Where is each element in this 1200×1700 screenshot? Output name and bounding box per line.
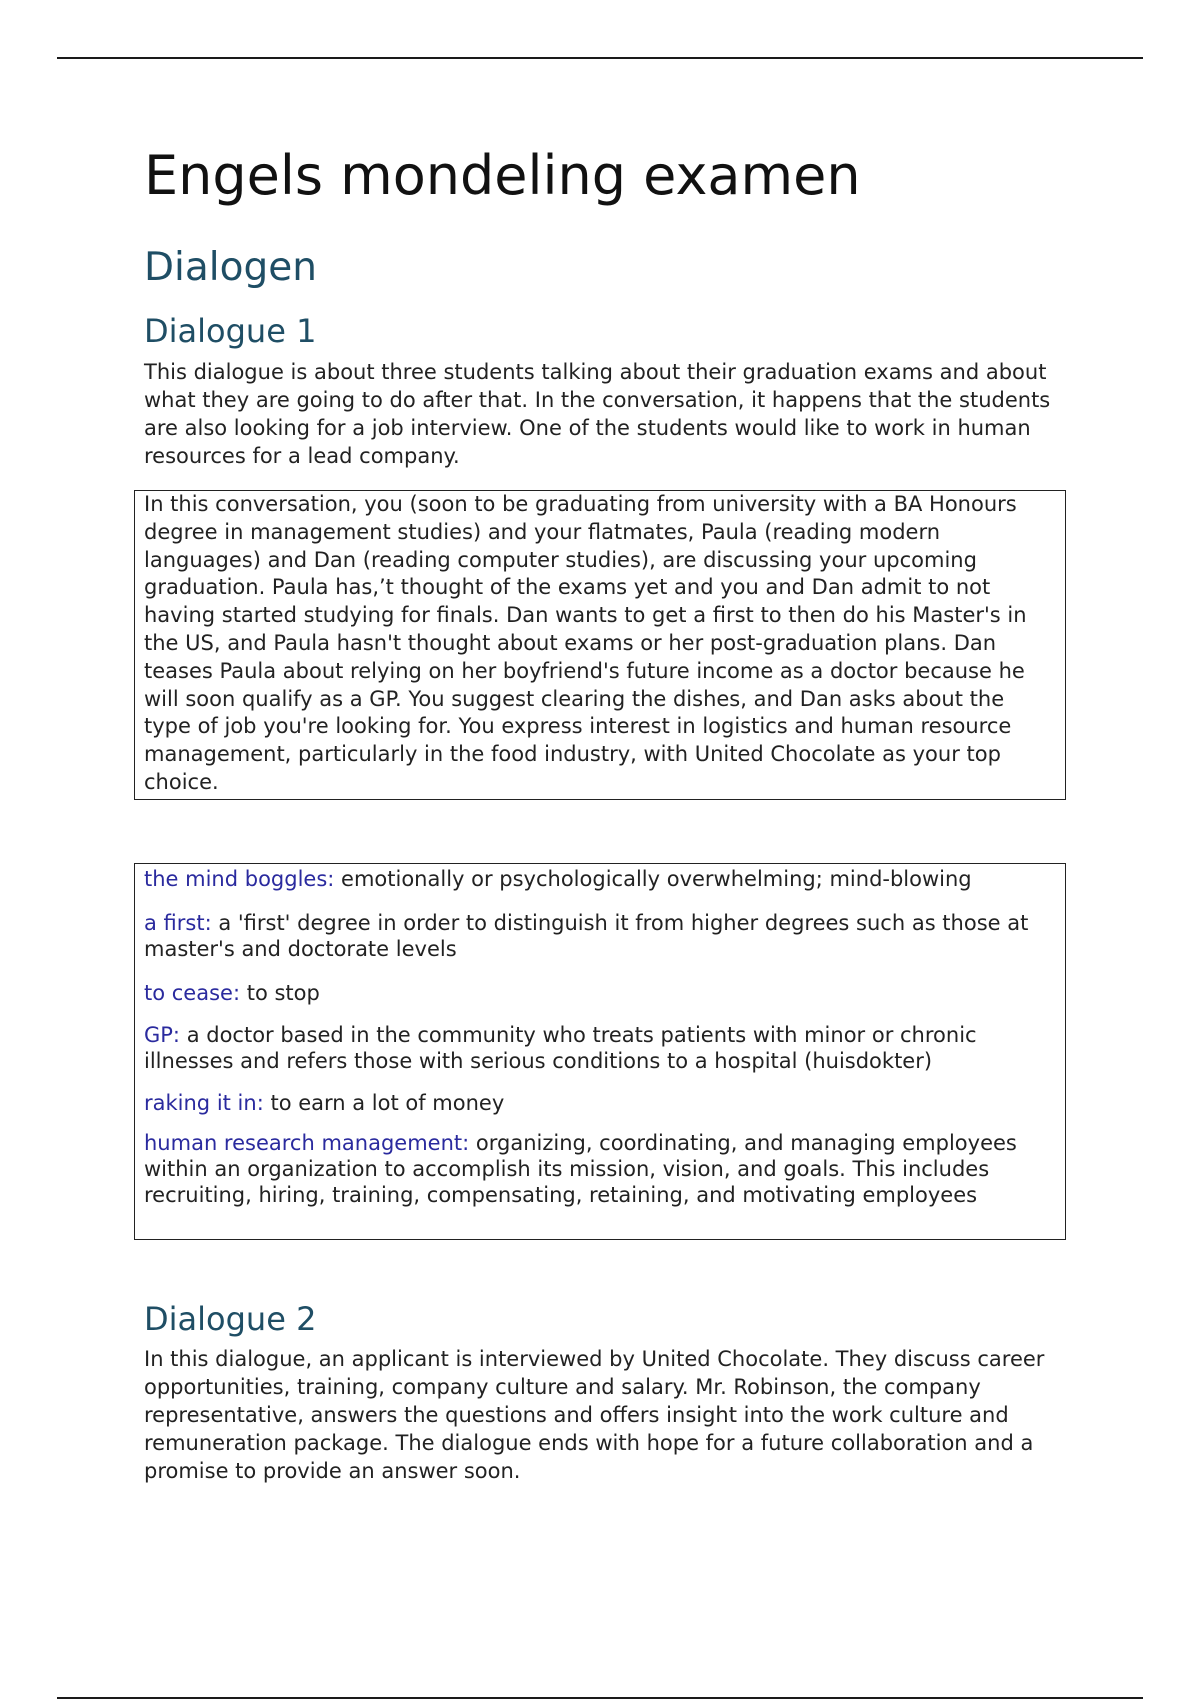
vocabulary-box <box>134 863 1066 1240</box>
bottom-rule <box>57 1697 1143 1699</box>
vocab-definition: organizing, coordinating, and managing employees within an organization to accomplish its mission, vision, and goals. This includes recruiting, hiring, training, compensating, retaining, and motivating employees <box>144 1131 1017 1207</box>
vocab-item-mind-boggles <box>144 866 1056 892</box>
vocab-item-a-first <box>144 910 1056 962</box>
vocab-definition: emotionally or psychologically overwhelming; mind-blowing <box>334 867 972 891</box>
vocab-term: a first: <box>144 911 212 935</box>
page-title: Engels mondeling examen <box>144 144 861 207</box>
vocab-term: to cease: <box>144 981 241 1005</box>
dialogue-1-summary-box <box>134 490 1066 800</box>
vocab-definition: a 'first' degree in order to distinguish it from higher degrees such as those at master's and doctorate levels <box>144 911 1029 961</box>
dialogue-1-summary: In this conversation, you (soon to be graduating from university with a BA Honours degree in management studies) and your flatmates, Paula (reading modern languages) and Dan (reading computer studies), are discussing your upcoming graduation. Paula has,’t thought of the exams yet and you and Dan admit to not having started studying for finals. Dan wants to get a first to then do his Master's in the US, and Paula hasn't thought about exams or her post-graduation plans. Dan teases Paula about relying on her boyfriend's future income as a doctor because he will soon qualify as a GP. You suggest clearing the dishes, and Dan asks about the type of job you're looking for. You express interest in logistics and human resource management, particularly in the food industry, with United Chocolate as your top choice. <box>144 492 1027 794</box>
vocab-definition: a doctor based in the community who treats patients with minor or chronic illnesses and refers those with serious conditions to a hospital (huisdokter) <box>144 1023 977 1073</box>
vocab-term: raking it in: <box>144 1091 264 1115</box>
vocab-term: GP: <box>144 1023 181 1047</box>
top-rule <box>57 57 1143 59</box>
vocab-item-human-research-management <box>144 1130 1056 1208</box>
vocab-term: the mind boggles: <box>144 867 335 891</box>
dialogue-2-intro: In this dialogue, an applicant is interviewed by United Chocolate. They discuss career opportunities, training, company culture and salary. Mr. Robinson, the company representative, answers the questions and offers insight into the work culture and remuneration package. The dialogue ends with hope for a future collaboration and a promise to provide an answer soon. <box>144 1347 1045 1483</box>
vocab-definition: to earn a lot of money <box>263 1091 505 1115</box>
vocab-item-raking-it-in <box>144 1090 1056 1116</box>
vocab-term: human research management: <box>144 1131 470 1155</box>
vocab-item-to-cease <box>144 980 1056 1006</box>
section-heading: Dialogen <box>144 245 317 290</box>
dialogue-2-heading: Dialogue 2 <box>144 1300 317 1338</box>
vocab-item-gp <box>144 1022 1056 1074</box>
vocab-definition: to stop <box>240 981 320 1005</box>
dialogue-1-intro: This dialogue is about three students talking about their graduation exams and about what they are going to do after that. In the conversation, it happens that the students are also looking for a job interview. One of the students would like to work in human resources for a lead company. <box>144 360 1051 468</box>
dialogue-1-heading: Dialogue 1 <box>144 312 317 350</box>
